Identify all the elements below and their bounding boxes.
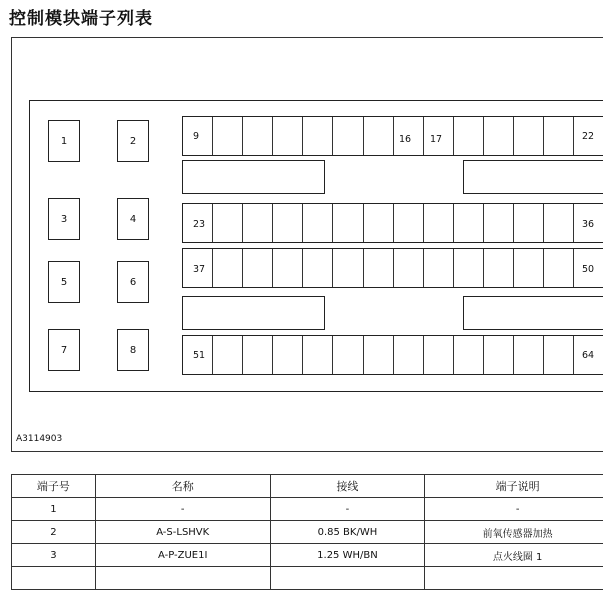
pin-cavity	[213, 336, 243, 374]
pin-cavity	[424, 336, 454, 374]
pin-label-64: 64	[582, 350, 594, 361]
pin-row-9-22	[182, 116, 603, 156]
table-cell: A-S-LSHVK	[95, 521, 270, 544]
pin-cavity	[273, 249, 303, 287]
pin-cavity	[394, 204, 424, 242]
pin-cavity	[213, 249, 243, 287]
pin-7: 7	[48, 329, 80, 371]
table-row	[12, 567, 603, 590]
table-cell: -	[425, 498, 603, 521]
header-name: 名称	[95, 475, 270, 498]
header-terminal: 端子号	[12, 475, 96, 498]
pin-6: 6	[117, 261, 149, 303]
pin-cavity	[484, 117, 514, 155]
pin-cavity	[514, 117, 544, 155]
pin-row-23-36	[182, 203, 603, 243]
table-cell: 1.25 WH/BN	[270, 544, 425, 567]
latch-top-left	[182, 160, 325, 194]
pin-5: 5	[48, 261, 80, 303]
pin-cavity	[544, 204, 574, 242]
table-row	[12, 521, 603, 544]
pin-cavity	[394, 249, 424, 287]
table-cell: 点火线圈 1	[425, 544, 603, 567]
pin-cavity	[544, 117, 574, 155]
pin-cavity	[243, 117, 273, 155]
pin-cavity	[424, 249, 454, 287]
pin-cavity	[364, 249, 394, 287]
table-cell: 2	[12, 521, 96, 544]
pin-cavity	[454, 336, 484, 374]
pin-cavity	[273, 204, 303, 242]
pin-cavity	[243, 204, 273, 242]
pin-2: 2	[117, 120, 149, 162]
table-cell: A-P-ZUE1I	[95, 544, 270, 567]
pin-cavity	[334, 336, 364, 374]
pin-label-37: 37	[193, 264, 205, 275]
pin-cavity	[514, 204, 544, 242]
table-cell: 0.85 BK/WH	[270, 521, 425, 544]
pin-label-17: 17	[430, 134, 442, 145]
pin-row-51-64	[182, 335, 603, 375]
pin-cavity	[213, 117, 243, 155]
table-cell: 前氧传感器加热	[425, 521, 603, 544]
pin-cavity	[424, 204, 454, 242]
table-row	[12, 498, 603, 521]
pin-cavity	[484, 336, 514, 374]
pin-8: 8	[117, 329, 149, 371]
terminal-table	[11, 474, 603, 590]
figure-id: A3114903	[16, 434, 62, 444]
pin-cavity	[364, 204, 394, 242]
header-wiring: 接线	[270, 475, 425, 498]
pin-label-16: 16	[399, 134, 411, 145]
pin-label-9: 9	[193, 131, 199, 142]
pin-cavity	[514, 336, 544, 374]
pin-cavity	[334, 117, 364, 155]
table-cell: -	[95, 498, 270, 521]
pin-cavity	[454, 204, 484, 242]
pin-cavity	[454, 249, 484, 287]
table-header-row	[12, 475, 603, 498]
pin-cavity	[364, 117, 394, 155]
pin-cavity	[303, 117, 333, 155]
latch-bottom-left	[182, 296, 325, 330]
latch-bottom-right	[463, 296, 603, 330]
pin-4: 4	[117, 198, 149, 240]
table-cell: 1	[12, 498, 96, 521]
pin-cavity	[334, 204, 364, 242]
table-row	[12, 544, 603, 567]
pin-label-51: 51	[193, 350, 205, 361]
pin-3: 3	[48, 198, 80, 240]
pin-cavity	[213, 204, 243, 242]
table-cell: -	[270, 498, 425, 521]
pin-cavity	[454, 117, 484, 155]
pin-cavity	[303, 204, 333, 242]
pin-cavity	[273, 336, 303, 374]
pin-label-23: 23	[193, 219, 205, 230]
pin-cavity	[334, 249, 364, 287]
pin-label-50: 50	[582, 264, 594, 275]
table-cell: 3	[12, 544, 96, 567]
pin-cavity	[243, 336, 273, 374]
pin-cavity	[514, 249, 544, 287]
pin-cavity	[394, 336, 424, 374]
pin-cavity	[273, 117, 303, 155]
pin-cavity	[544, 336, 574, 374]
pin-cavity	[303, 249, 333, 287]
pin-cavity	[484, 204, 514, 242]
header-description: 端子说明	[425, 475, 603, 498]
pin-cavity	[243, 249, 273, 287]
pin-label-36: 36	[582, 219, 594, 230]
pin-cavity	[303, 336, 333, 374]
pin-cavity	[364, 336, 394, 374]
pin-cavity	[484, 249, 514, 287]
pin-row-37-50	[182, 248, 603, 288]
pin-cavity	[544, 249, 574, 287]
pin-1: 1	[48, 120, 80, 162]
page-title: 控制模块端子列表	[9, 4, 153, 29]
pin-label-22: 22	[582, 131, 594, 142]
latch-top-right	[463, 160, 603, 194]
